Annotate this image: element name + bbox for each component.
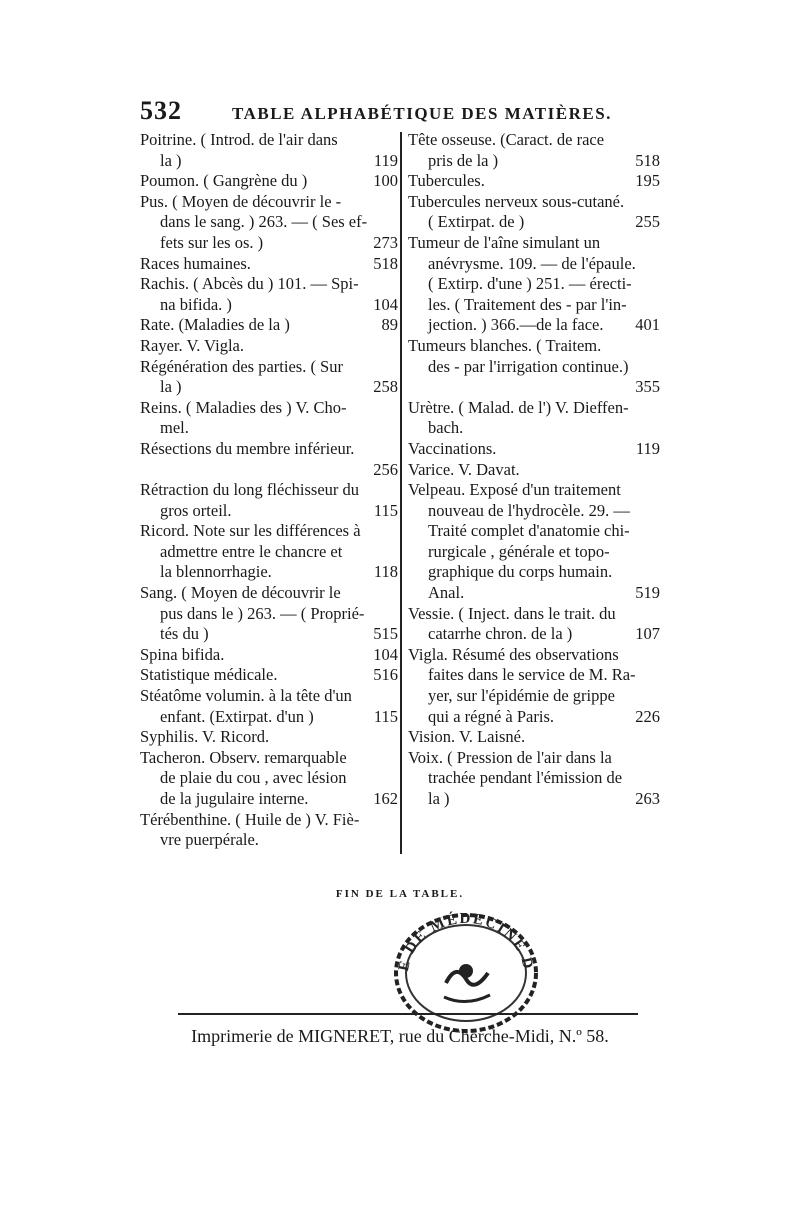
index-entry <box>408 130 660 171</box>
entry-line: Velpeau. Exposé d'un traitement <box>408 480 621 500</box>
entry-line: admettre entre le chancre et <box>160 541 343 561</box>
index-entry <box>140 398 398 439</box>
entry-page-number: 519 <box>635 583 660 603</box>
index-entry <box>140 727 398 748</box>
entry-line: pus dans le ) 263. — ( Proprié- <box>160 603 365 623</box>
entry-page-number: 104 <box>373 294 398 314</box>
entry-page-number: 255 <box>635 212 660 232</box>
entry-line: Voix. ( Pression de l'air dans la <box>408 747 612 767</box>
imprint-rule <box>178 1013 638 1015</box>
entry-line: la blennorrhagie. <box>160 562 272 582</box>
entry-line: pris de la ) <box>428 150 499 170</box>
entry-line: Tubercules nerveux sous-cutané. <box>408 191 625 211</box>
entry-line: Varice. V. Davat. <box>408 459 520 479</box>
index-entry <box>408 439 660 460</box>
entry-line: anévrysme. 109. — de l'épaule. <box>428 253 636 273</box>
entry-line: Tumeurs blanches. ( Traitem. <box>408 335 602 355</box>
index-entry <box>408 192 660 233</box>
entry-line: bach. <box>428 418 464 438</box>
entry-page-number: 162 <box>373 789 398 808</box>
svg-text:FACULTÉ DE MÉDECINE DE PARIS <box>386 905 536 972</box>
entry-line: vre puerpérale. <box>160 830 259 850</box>
entry-line: la ) <box>428 789 450 808</box>
entry-page-number: 263 <box>635 789 660 808</box>
entry-line: Urètre. ( Malad. de l') V. Dieffen- <box>408 397 629 417</box>
entry-page-number: 118 <box>373 562 398 582</box>
index-entry <box>140 583 398 645</box>
entry-line: les. ( Traitement des - par l'in- <box>428 294 627 314</box>
entry-page-number: 226 <box>635 706 660 726</box>
entry-line: Spina bifida. <box>140 644 225 664</box>
index-entry <box>140 336 398 357</box>
stamp-seal-icon <box>386 905 546 1035</box>
index-entry <box>408 727 660 748</box>
entry-page-number: 355 <box>635 377 660 397</box>
index-entry <box>140 480 398 521</box>
entry-line: Reins. ( Maladies des ) V. Cho- <box>140 397 347 417</box>
entry-line: Térébenthine. ( Huile de ) V. Fiè- <box>140 809 360 829</box>
index-entry <box>140 810 398 851</box>
entry-page-number: 258 <box>373 377 398 397</box>
entry-page-number: 100 <box>373 171 398 191</box>
entry-line: trachée pendant l'émission de <box>428 768 623 788</box>
index-entry <box>140 645 398 666</box>
printer-imprint: Imprimerie de MIGNERET, rue du Cherche-Midi, N.º 58. <box>191 1026 609 1046</box>
entry-line: mel. <box>160 418 189 438</box>
entry-line: Rayer. V. Vigla. <box>140 335 244 355</box>
entry-line: Syphilis. V. Ricord. <box>140 727 270 747</box>
index-entry <box>140 357 398 398</box>
entry-line: Pus. ( Moyen de découvrir le - <box>140 191 342 211</box>
entry-page-number: 119 <box>635 438 660 458</box>
entry-page-number: 119 <box>373 150 398 170</box>
entry-line: la ) <box>160 150 182 170</box>
entry-line: fets sur les os. ) <box>160 232 264 252</box>
index-entry <box>140 254 398 275</box>
index-entry <box>140 686 398 727</box>
entry-page-number: 104 <box>373 644 398 664</box>
entry-line: Races humaines. <box>140 253 251 273</box>
entry-line: faites dans le service de M. Ra- <box>428 665 636 685</box>
entry-page-number: 107 <box>635 624 660 644</box>
entry-line: Tacheron. Observ. remarquable <box>140 747 347 767</box>
index-entry <box>408 460 660 481</box>
entry-line: nouveau de l'hydrocèle. 29. — <box>428 500 630 520</box>
entry-page-number: 256 <box>373 459 398 479</box>
entry-page-number: 401 <box>635 315 660 335</box>
entry-line: dans le sang. ) 263. — ( Ses ef- <box>160 212 368 232</box>
entry-page-number: 115 <box>373 500 398 520</box>
entry-line: Traité complet d'anatomie chi- <box>428 521 630 541</box>
entry-page-number: 89 <box>381 315 398 335</box>
entry-line: graphique du corps humain. <box>428 562 613 582</box>
entry-line: Stéatôme volumin. à la tête d'un <box>140 686 352 706</box>
end-of-table-mark: FIN DE LA TABLE. <box>335 888 465 900</box>
entry-line: des - par l'irrigation continue.) <box>428 356 629 376</box>
page-number: 532 <box>140 96 182 125</box>
entry-line: de plaie du cou , avec lésion <box>160 768 347 788</box>
index-entry <box>408 480 660 604</box>
entry-line: Vessie. ( Inject. dans le trait. du <box>408 603 616 623</box>
entry-line: Rate. (Maladies de la ) <box>140 315 290 335</box>
page-header <box>140 96 660 132</box>
stamp-text: É DE MÉDECINE D <box>395 910 536 973</box>
index-entry <box>408 336 660 398</box>
entry-line: rurgicale , générale et topo- <box>428 541 610 561</box>
entry-line: de la jugulaire interne. <box>160 789 309 808</box>
entry-page-number: 115 <box>373 706 398 726</box>
right-index-column <box>408 130 660 810</box>
column-divider <box>400 132 402 854</box>
entry-page-number: 195 <box>635 171 660 191</box>
entry-line: na bifida. ) <box>160 294 232 314</box>
running-head: TABLE ALPHABÉTIQUE DES MATIÈRES. <box>232 104 612 123</box>
index-entry <box>408 233 660 336</box>
entry-line: Vaccinations. <box>408 438 497 458</box>
index-entry <box>140 274 398 315</box>
index-entry <box>140 315 398 336</box>
entry-line: qui a régné à Paris. <box>428 706 554 726</box>
index-entry <box>140 130 398 171</box>
entry-line: catarrhe chron. de la ) <box>428 624 573 644</box>
entry-line: tés du ) <box>160 624 209 644</box>
entry-line: Tête osseuse. (Caract. de race <box>408 130 605 149</box>
entry-page-number: 518 <box>373 253 398 273</box>
entry-line: yer, sur l'épidémie de grippe <box>428 686 615 706</box>
entry-page-number: 515 <box>373 624 398 644</box>
index-entry <box>140 171 398 192</box>
entry-line: Rachis. ( Abcès du ) 101. — Spi- <box>140 274 359 294</box>
entry-page-number: 516 <box>373 665 398 685</box>
entry-line: Résections du membre inférieur. <box>140 438 355 458</box>
index-entry <box>140 748 398 810</box>
entry-page-number: 273 <box>373 232 398 252</box>
entry-line: la ) <box>160 377 182 397</box>
entry-line: Statistique médicale. <box>140 665 278 685</box>
entry-line: Tumeur de l'aîne simulant un <box>408 232 601 252</box>
entry-line: jection. ) 366.—de la face. <box>428 315 604 335</box>
index-entry <box>140 665 398 686</box>
index-entry <box>408 398 660 439</box>
index-entry <box>408 645 660 727</box>
entry-page-number: 518 <box>635 150 660 170</box>
entry-line: Poumon. ( Gangrène du ) <box>140 171 308 191</box>
entry-line: Ricord. Note sur les différences à <box>140 521 361 541</box>
entry-line: Tubercules. <box>408 171 485 191</box>
left-index-column <box>140 130 398 851</box>
entry-line: Régénération des parties. ( Sur <box>140 356 343 376</box>
entry-line: gros orteil. <box>160 500 232 520</box>
index-entry <box>140 521 398 583</box>
entry-line: Poitrine. ( Introd. de l'air dans <box>140 130 338 149</box>
entry-line: Vigla. Résumé des observations <box>408 644 619 664</box>
entry-line: Anal. <box>428 583 465 603</box>
entry-line: Sang. ( Moyen de découvrir le <box>140 583 341 603</box>
index-entry <box>140 192 398 254</box>
entry-line: Vision. V. Laisné. <box>408 727 526 747</box>
entry-line: ( Extirpat. de ) <box>428 212 525 232</box>
entry-line: enfant. (Extirpat. d'un ) <box>160 706 314 726</box>
entry-line: Rétraction du long fléchisseur du <box>140 480 360 500</box>
index-entry <box>408 171 660 192</box>
entry-line: ( Extirp. d'une ) 251. — érecti- <box>428 274 632 294</box>
index-entry <box>408 604 660 645</box>
library-stamp <box>386 905 546 1035</box>
index-entry <box>140 439 398 480</box>
index-entry <box>408 748 660 810</box>
